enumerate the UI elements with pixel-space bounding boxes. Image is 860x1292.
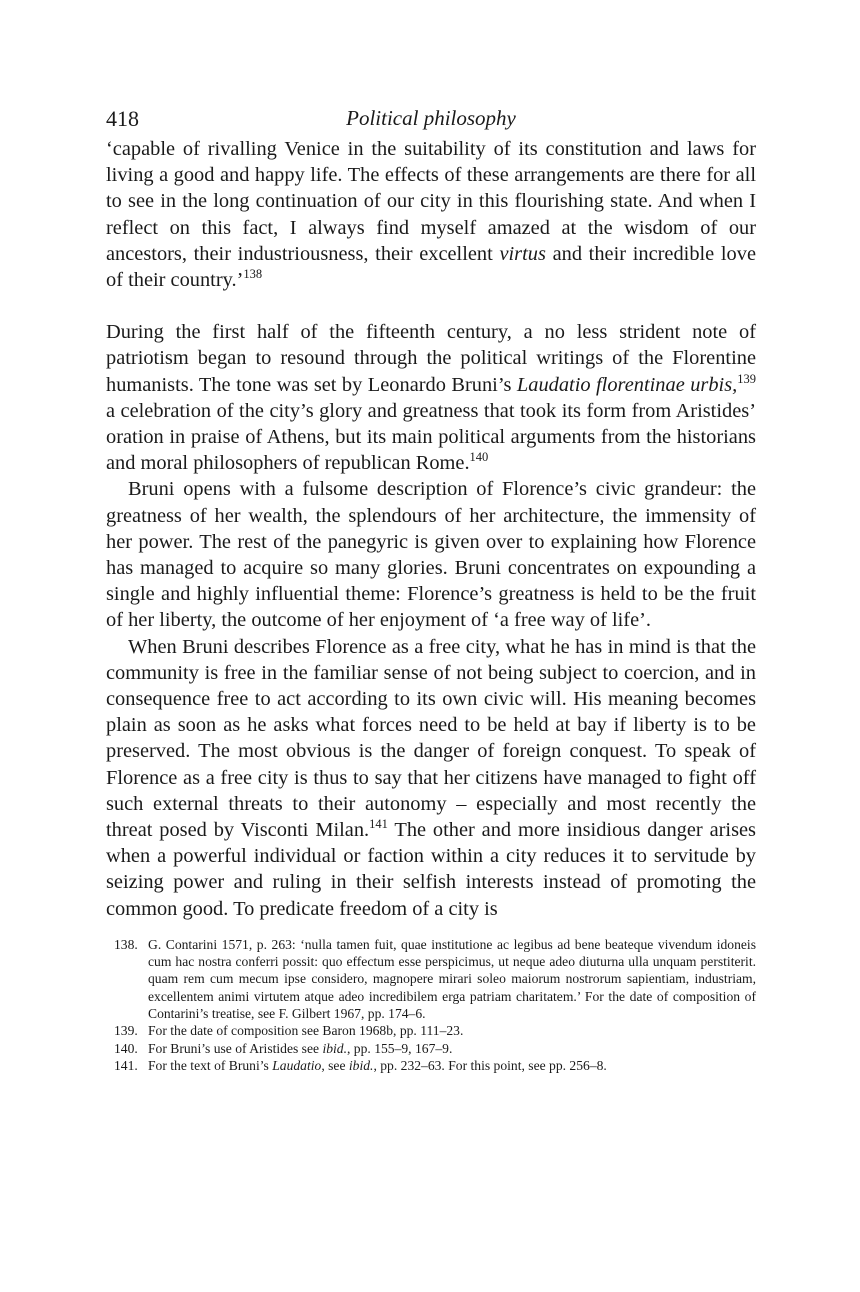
footnote-reference: 140 xyxy=(469,450,489,465)
italic-term: ibid. xyxy=(348,1057,374,1073)
footnote-text: , see xyxy=(321,1057,349,1073)
page-header xyxy=(106,100,756,136)
footnote-number: 140. xyxy=(114,1040,138,1056)
footnote-text: For Bruni’s use of Aristides see xyxy=(148,1040,323,1056)
footnote-number: 139. xyxy=(114,1023,138,1039)
footnote xyxy=(106,1057,756,1074)
book-page xyxy=(106,100,756,1074)
paragraph-text: ‘capable of rivalling Venice in the suitability of its constitution and laws for living a good and happy life. The effects of these arrangements are there for all to see in the long continuation of our city in this flourishing state. And when I reflect on this fact, I always find myself amazed at the wisdom of our ancestors, their industriousness, their excellent xyxy=(106,138,756,265)
italic-term: ibid. xyxy=(322,1040,347,1056)
footnote-reference: 138 xyxy=(243,267,263,282)
running-head: Political philosophy xyxy=(346,106,516,130)
footnote xyxy=(106,1022,756,1039)
paragraph xyxy=(106,634,756,922)
quote-continuation-paragraph xyxy=(106,136,756,293)
italic-title: Laudatio florentinae urbis, xyxy=(516,373,738,396)
footnote-text: G. Contarini 1571, p. 263: ‘nulla tamen fuit, quae institutione ac legibus ad bene beateque vivendum idoneis cum hac nostra conferri possit: quo effectum esse perspicimus, ut neque adeo diuturna ulla unquam perstiterit. quam rem cum mecum ipse considero, magnopere mirari soleo maiorum nostrorum sapientiam, industriam, excellentem animi virtutem atque adeo incredibilem erga patriam charitatem.’ For the date of composition of Contarini’s treatise, see F. Gilbert 1967, pp. 174–6. xyxy=(148,936,756,1022)
footnote-text: , pp. 155–9, 167–9. xyxy=(347,1040,453,1056)
page-number: 418 xyxy=(106,106,139,131)
footnote-number: 141. xyxy=(114,1057,138,1073)
paragraph-text: When Bruni describes Florence as a free city, what he has in mind is that the community is free in the familiar sense of not being subject to coercion, and in consequence free to act according to its own civic will. His meaning becomes plain as soon as he asks what forces need to be held at bay if liberty is to be preserved. The most obvious is the danger of foreign conquest. To speak of Florence as a free city is thus to say that her citizens have managed to fight off such external threats to their autonomy – especially and most recently the threat posed by Visconti Milan. xyxy=(106,635,756,842)
footnote-number: 138. xyxy=(114,936,138,952)
footnote-reference: 141 xyxy=(369,817,388,832)
footnote-text: , pp. 232–63. For this point, see pp. 256–8. xyxy=(373,1057,607,1073)
paragraph xyxy=(106,319,756,476)
footnote xyxy=(106,1040,756,1057)
paragraph-text: During the first half of the fifteenth century, a no less strident note of patriotism began to resound through the political writings of the Florentine humanists. The tone was set by Leonardo Bruni’s xyxy=(106,321,756,396)
footnote-text: For the date of composition see Baron 1968b, pp. 111–23. xyxy=(148,1023,464,1039)
paragraph-text: The other and more insidious danger arises when a powerful individual or faction within a city reduces it to servitude by seizing power and ruling in their selfish interests instead of promoting the common good. To predicate freedom of a city is xyxy=(106,819,756,920)
footnote-reference: 139 xyxy=(737,371,756,386)
italic-term: virtus xyxy=(499,242,546,265)
paragraph: Bruni opens with a fulsome description of Florence’s civic grandeur: the greatness of her wealth, the splendours of her architecture, the immensity of her power. The rest of the panegyric is given over to explaining how Florence has managed to acquire so many glories. Bruni concentrates on expounding a single and highly influential theme: Florence’s greatness is held to be the fruit of her liberty, the outcome of her enjoyment of ‘a free way of life’. xyxy=(106,478,756,632)
italic-title: Laudatio xyxy=(272,1057,322,1073)
paragraph-text: a celebration of the city’s glory and greatness that took its form from Aristides’ oration in praise of Athens, but its main political arguments from the historians and moral philosophers of republican Rome. xyxy=(106,399,756,475)
paragraph-text: and their incredible love of their country.’ xyxy=(106,242,756,292)
footnote-text: For the text of Bruni’s xyxy=(148,1057,273,1073)
body-text xyxy=(106,136,756,922)
footnote xyxy=(106,936,756,1022)
footnotes xyxy=(106,936,756,1074)
